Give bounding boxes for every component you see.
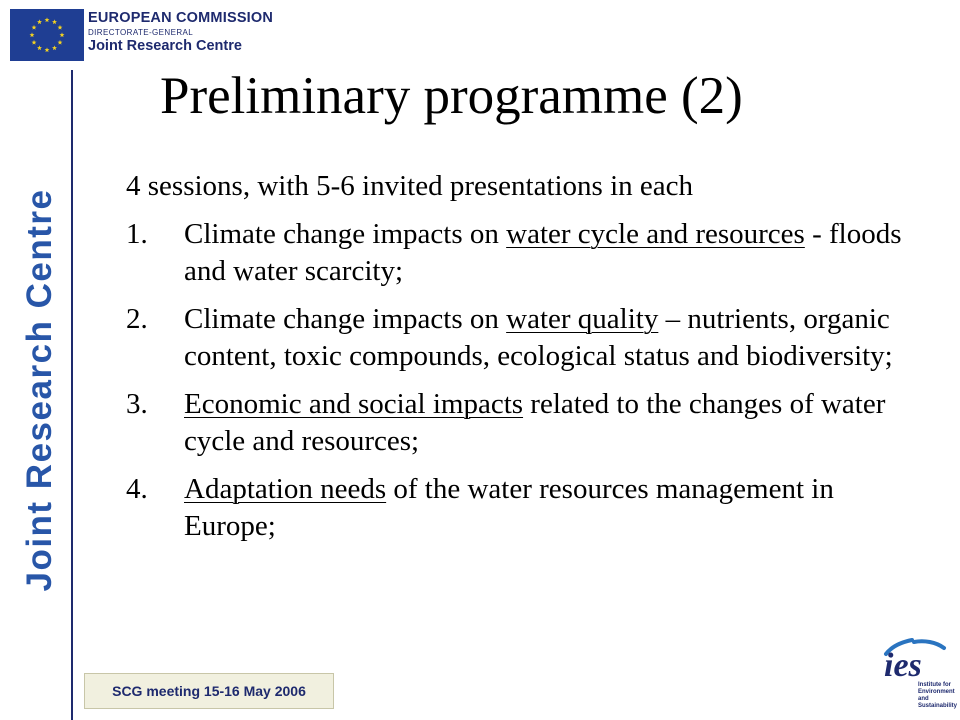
item-text-underlined: Economic and social impacts — [184, 388, 524, 420]
intro-text: 4 sessions, with 5-6 invited presentations in each — [126, 170, 694, 202]
item-text-underlined: water cycle and resources — [506, 218, 805, 250]
item-text-post: - floods and water scarcity; — [184, 218, 902, 287]
list-item — [126, 386, 926, 460]
item-text-pre: Climate change impacts on — [184, 303, 507, 335]
list-item — [126, 216, 926, 290]
svg-text:ies: ies — [884, 647, 922, 684]
ies-logo-icon — [880, 632, 958, 712]
item-number: 1. — [126, 218, 148, 250]
item-text-underlined: Adaptation needs — [184, 473, 387, 505]
item-text — [184, 301, 926, 375]
session-list — [126, 216, 926, 545]
list-item — [126, 471, 926, 545]
svg-text:Environment: Environment — [918, 689, 955, 695]
svg-text:and: and — [918, 696, 929, 702]
item-number: 4. — [126, 473, 148, 505]
slide-title: Preliminary programme (2) — [160, 67, 743, 125]
item-text-post: – nutrients, organic content, toxic compounds, ecological status and biodiversity; — [184, 303, 893, 372]
org-header — [88, 10, 273, 54]
footer-meeting-box — [84, 673, 334, 709]
item-text — [184, 386, 926, 460]
item-text-pre: Climate change impacts on — [184, 218, 507, 250]
org-name: EUROPEAN COMMISSION — [88, 10, 274, 26]
item-text — [184, 216, 926, 290]
list-item — [126, 301, 926, 375]
slide-body — [126, 168, 926, 556]
item-text-underlined: water quality — [506, 303, 659, 335]
item-text — [184, 471, 926, 545]
sidebar-divider — [71, 70, 73, 720]
item-text-post: related to the changes of water cycle and resources; — [184, 388, 886, 457]
eu-flag-icon — [10, 9, 84, 61]
item-text-post: of the water resources management in Europe; — [184, 473, 834, 542]
item-number: 3. — [126, 388, 148, 420]
org-directorate: DIRECTORATE-GENERAL — [88, 28, 194, 37]
svg-text:Institute for: Institute for — [918, 682, 951, 688]
org-centre: Joint Research Centre — [88, 38, 242, 54]
item-number: 2. — [126, 303, 148, 335]
footer-meeting-text: SCG meeting 15-16 May 2006 — [112, 683, 306, 699]
sidebar-vertical-label: Joint Research Centre — [20, 188, 59, 592]
svg-text:Sustainability: Sustainability — [918, 703, 958, 709]
